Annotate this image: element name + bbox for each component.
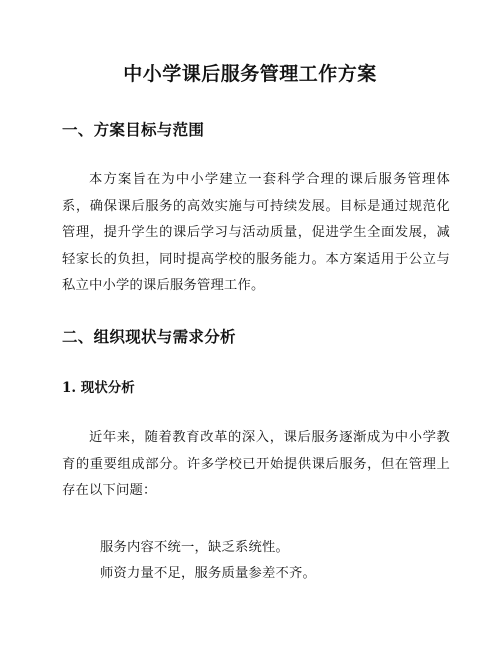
subsection-heading-status: 1. 现状分析 [62,380,135,396]
issue-list-item: 服务内容不统一，缺乏系统性。 [100,540,289,555]
section-heading-analysis: 二、组织现状与需求分析 [62,328,236,346]
issue-list-item: 师资力量不足，服务质量参差不齐。 [100,566,316,581]
goals-paragraph: 本方案旨在为中小学建立一套科学合理的课后服务管理体系，确保课后服务的高效实施与可持续发展。目标是通过规范化管理，提升学生的课后学习与活动质量，促进学生全面发展，减轻家长的负担，同时提高学校的服务能力。本方案适用于公立与私立中小学的课后服务管理工作。 [62,172,450,293]
section-heading-goals: 一、方案目标与范围 [62,121,205,139]
document-title: 中小学课后服务管理工作方案 [123,63,377,85]
status-paragraph: 近年来，随着教育改革的深入，课后服务逐渐成为中小学教育的重要组成部分。许多学校已开始提供课后服务，但在管理上存在以下问题： [62,430,450,498]
